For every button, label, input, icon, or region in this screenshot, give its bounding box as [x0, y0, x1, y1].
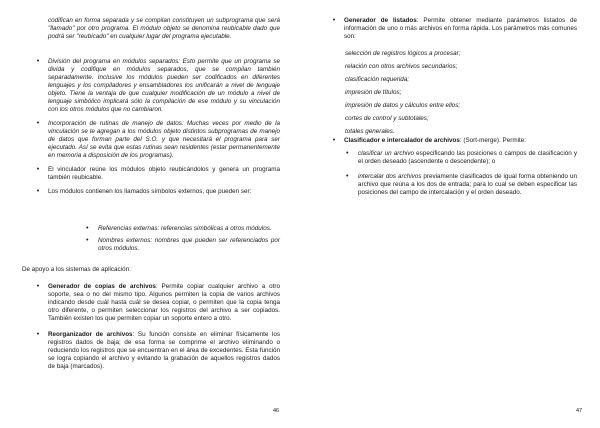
generator-item: • Generador de listados: Permite obtener mediante parámetros listados de información de uno o más archivos en forma rápida. Los parámetros más comunes son:	[344, 17, 577, 41]
sort-options-list	[346, 150, 577, 203]
bullet-dot-icon: •	[332, 137, 336, 144]
app-item-title: Reorganizador de archivos	[48, 331, 133, 338]
parameter-item: totales generales.	[345, 128, 395, 135]
app-item-reorganizer: • Reorganizador de archivos: Su función consiste en eliminar físicamente los registros dados de baja; de esa forma se comprime el archivo eliminando o reduciendo los registros que se encuentran en el área de excedentes. Esta función se logra copiando el archivo y evitando la grabación de aquellos registros dados de baja (marcados).	[48, 331, 280, 371]
sorter-paragraph	[332, 137, 577, 145]
right-page	[300, 0, 600, 428]
external-symbols-list	[86, 225, 280, 259]
generator-title: Generador de listados	[344, 17, 417, 24]
section-heading: De apoyo a los sistemas de aplicación:	[22, 266, 131, 273]
app-item-copy-generator: • Generador de copias de archivos: Permite copiar cualquier archivo a otro soporte, sea o no del mismo tipo. Algunos permiten la copia de varios archivos indicando desde cuál hasta cuál se desea copiar, o permiten que la copia tenga otro diferente, o permiten seleccionar los registros del archivo a ser copiados. También existen los que permiten copiar un soporte entero a otro.	[48, 283, 280, 323]
bullet-item-linker: • El vinculador reúne los módulos objeto reubicándolos y genera un programa también reubicable.	[48, 166, 280, 182]
parameters-list	[345, 50, 575, 141]
bullet-dot-icon: •	[36, 58, 40, 65]
app-item-title: Generador de copias de archivos	[48, 283, 156, 290]
bullet-dot-icon: •	[346, 173, 349, 180]
bullet-dot-icon: •	[346, 150, 349, 157]
bullet-item-modules: • Los módulos contienen los llamados símbolos externos, que pueden ser:	[48, 188, 280, 196]
bullet-item-division: • División del programa en módulos separados: Esto permite que un programa se divida y codifique en módulos separados, que se compilan también separadamente. Inclusive los módulos pueden ser codificados en diferentes lenguajes y los compiladores y ensambladores los unificarán a nivel de lenguaje objeto. Tiene la ventaja de que cualquier modificación de un módulo a nivel de lenguaje simbólico implicará sólo la compilación de ese módulo y su vinculación con los otros módulos que no cambiaron.	[48, 58, 280, 114]
continuation-text: codifican en forma separada y se compilan constituyen un subprograma que será "llamado" por otro programa. El módulo objeto se denomina reubicable dado que podrá ser "reubicado" en cualquier lugar del programa ejecutable.	[48, 17, 280, 40]
app-support-list	[36, 283, 281, 377]
parameter-item: selección de registros lógicos a procesar;	[345, 50, 461, 57]
sort-option-merge: • intercalar dos archivos previamente clasificados de igual forma obteniendo un archivo que reúna a los dos de entrada; para lo cual se deben especificar las posiciones del campo de intercalación y el orden deseado.	[346, 173, 577, 196]
bullet-dot-icon: •	[36, 166, 40, 173]
sorter-title: Clasificador e intercalador de archivos	[344, 137, 460, 144]
sort-option-classify: • clasificar un archivo especificando las posiciones o campos de clasificación y el orden deseado (ascendente o descendente); o	[346, 150, 577, 165]
bullet-dot-icon: •	[36, 188, 40, 195]
parameter-item: relación con otros archivos secundarios;	[345, 63, 458, 70]
external-symbol-references: • Referencias externas: referencias simbólicas a otros módulos.	[86, 225, 272, 232]
parameter-item: impresión de títulos;	[345, 89, 402, 96]
bullet-dot-icon: •	[36, 283, 40, 290]
parameter-item: cortes de control y subtotales;	[345, 115, 429, 122]
sorter-item: • Clasificador e intercalador de archivos: (Sort-merge). Permite:	[344, 137, 577, 145]
external-symbol-names: • Nombres externos: nombres que pueden ser referenciados por otros módulos.	[86, 237, 280, 252]
bullet-dot-icon: •	[86, 237, 89, 244]
bullet-dot-icon: •	[332, 17, 336, 24]
parameter-item: impresión de datos y cálculos entre ellos;	[345, 102, 461, 109]
bullet-dot-icon: •	[86, 225, 89, 232]
bullet-item-routines: • Incorporación de rutinas de manejo de datos: Muchas veces por medio de la vinculación se le agregan a los módulos objeto distintos subprogramas de manejo de datos que forman parte del S.O. y que necesitará el programa para ser ejecutado. Así se evita que estas rutinas sean residentes (estar permanentemente en memoria a disposición de los programas).	[48, 120, 280, 160]
bullet-dot-icon: •	[36, 331, 40, 338]
page-number-right: 47	[576, 408, 583, 414]
page-number-left: 46	[273, 408, 280, 414]
linker-bullet-list	[36, 58, 280, 202]
continuation-paragraph	[48, 17, 280, 41]
parameter-item: clasificación requerida;	[345, 76, 410, 83]
bullet-dot-icon: •	[36, 120, 40, 127]
generator-paragraph	[332, 17, 577, 41]
